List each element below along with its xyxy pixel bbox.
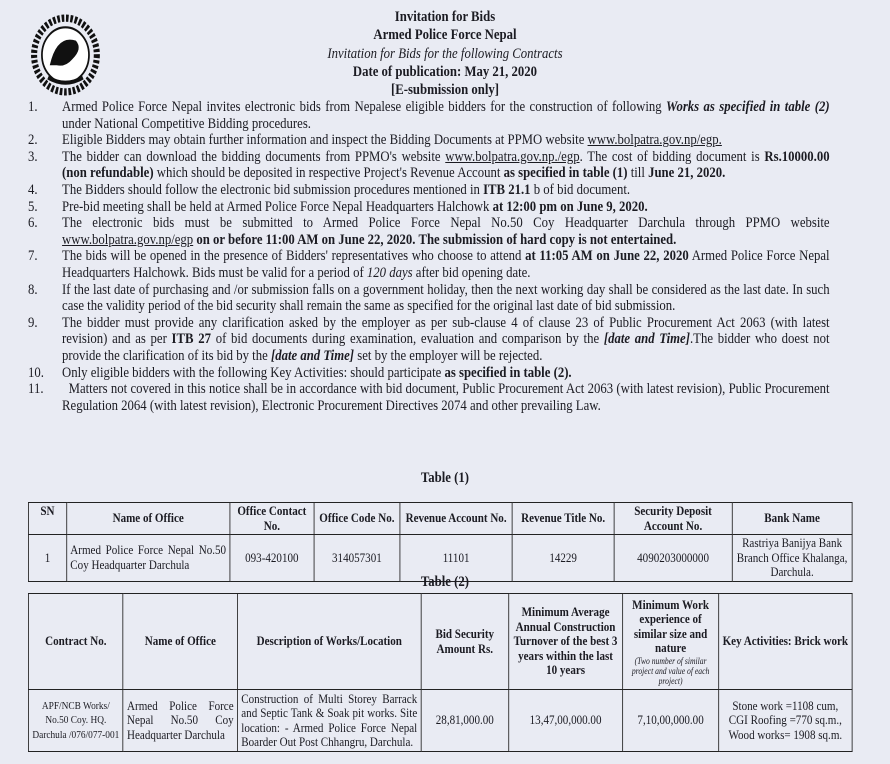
- clause-4: [0, 182, 830, 199]
- clause-text: The bidder can download the bidding documents from PPMO's website www.bolpatra.gov.np./egp. The cost of bidding document is Rs.10000.00 (non refundable) which should be deposited in respective Project's Revenue Account as specified in table (1) till June 21, 2020.: [62, 148, 830, 182]
- clause-text: The electronic bids must be submitted to Armed Police Force Nepal No.50 Coy Headquarter Darchula through PPMO website www.bolpatra.gov.np/egp on or before 11:00 AM on June 22, 2020. The submission of hard copy is not entertained.: [62, 215, 830, 248]
- clause-number: 7.: [28, 248, 38, 265]
- table2-header-cell: Description of Works/Location: [237, 594, 421, 690]
- table2-cell: Stone work =1108 cum, CGI Roofing =770 sq.m., Wood works= 1908 sq.m.: [719, 690, 853, 752]
- table1-header-cell: Security Deposit Account No.: [614, 503, 732, 535]
- clause-number: 6.: [28, 215, 38, 232]
- table2-cell: 7,10,00,000.00: [623, 690, 719, 752]
- table1-cell: 314057301: [314, 535, 400, 582]
- clause-5: [0, 199, 830, 216]
- clause-number: 5.: [28, 198, 38, 215]
- table1-cell: 1: [28, 535, 66, 582]
- clause-8: [0, 282, 830, 315]
- contract-table: [28, 593, 853, 752]
- table2-cell: Armed Police Force Nepal No.50 Coy Headquarter Darchula: [123, 690, 237, 752]
- clause-3: [0, 149, 830, 182]
- table1-header-cell: Name of Office: [66, 503, 229, 535]
- work-experience-note: (Two number of similar project and value of each project): [631, 655, 710, 686]
- notice-subtitle: Invitation for Bids for the following Contracts: [327, 46, 563, 62]
- table1-header-cell: SN: [28, 503, 66, 535]
- table1-header-cell: Bank Name: [732, 503, 852, 535]
- clause-11: [0, 381, 830, 414]
- table2-header-cell: Minimum Average Annual Construction Turnover of the best 3 years within the last 10 years: [508, 594, 622, 690]
- table2-header-cell: Contract No.: [28, 594, 123, 690]
- table1-cell: 093-420100: [230, 535, 314, 582]
- table1-cell: 11101: [400, 535, 512, 582]
- table2-cell: APF/NCB Works/ No.50 Coy. HQ. Darchula /076/077-001: [28, 690, 123, 752]
- table2-header-cell: Name of Office: [123, 594, 237, 690]
- clause-text: Armed Police Force Nepal invites electronic bids from Nepalese eligible bidders for the construction of following Works as specified in table (2) under National Competitive Bidding procedures.: [62, 99, 830, 132]
- clause-text: Matters not covered in this notice shall be in accordance with bid document, Public Procurement Act 2063 (with latest revision), Public Procurement Regulation 2064 (with latest revision), Electronic Procurement Directives 2074 and other prevailing Law.: [62, 381, 830, 414]
- notice-title: Invitation for Bids: [394, 9, 496, 25]
- clause-text: The bidder must provide any clarification asked by the employer as per sub-clause 4 of clause 23 of Public Procurement Act 2063 (with latest revision) and as per ITB 27 of bid documents during examination, evaluation and comparison by the [date and Time].The bidder who doest not provide the clarification of its bid by the [date and Time] set by the employer will be rejected.: [62, 314, 830, 364]
- table2-caption: Table (2): [420, 574, 470, 590]
- organization-name: Armed Police Force Nepal: [373, 27, 517, 43]
- table2-cell: Construction of Multi Storey Barrack and Septic Tank & Soak pit works. Site location: - Armed Police Force Nepal Boarder Out Post Chhangru, Darchula.: [237, 690, 421, 752]
- table2-cell: 13,47,00,000.00: [508, 690, 622, 752]
- clause-text: If the last date of purchasing and /or submission falls on a government holiday, then the next working day shall be considered as the last date. In such case the validity period of the bid security shall remain the same as specified for the original last date of bid submission.: [62, 281, 830, 315]
- clause-text: Only eligible bidders with the following Key Activities: should participate as specified in table (2).: [62, 364, 572, 381]
- clause-number: 1.: [28, 99, 38, 115]
- clause-1: [0, 99, 830, 132]
- clause-9: [0, 315, 830, 365]
- clause-text: Pre-bid meeting shall be held at Armed Police Force Nepal Headquarters Halchowk at 12:00 pm on June 9, 2020.: [62, 198, 648, 215]
- table1-caption: Table (1): [420, 470, 470, 486]
- clause-number: 11.: [28, 381, 44, 398]
- clause-text: The bids will be opened in the presence of Bidders' representatives who choose to attend at 11:05 AM on June 22, 2020 Armed Police Force Nepal Headquarters Halchowk. Bids must be valid for a period of 120 days after bid opening date.: [62, 248, 830, 281]
- submission-mode: [E-submission only]: [390, 82, 500, 98]
- table2-header-cell: Minimum Work experience of similar size and nature (Two number of similar project and value of each project): [623, 594, 719, 690]
- clause-number: 9.: [28, 314, 38, 331]
- clause-number: 2.: [28, 132, 38, 149]
- clause-number: 3.: [28, 148, 38, 165]
- table1-cell: 14229: [512, 535, 614, 582]
- table1-header-cell: Office Code No.: [314, 503, 400, 535]
- table1-cell: Rastriya Banijya Bank Branch Office Khalanga, Darchula.: [732, 535, 852, 582]
- notice-clauses: [0, 99, 890, 414]
- clause-6: [0, 215, 830, 248]
- clause-7: [0, 248, 830, 281]
- publication-date: Date of publication: May 21, 2020: [352, 64, 538, 80]
- clause-10: [0, 365, 830, 382]
- table1-header-cell: Revenue Account No.: [400, 503, 512, 535]
- table1-cell: Armed Police Force Nepal No.50 Coy Headquarter Darchula: [66, 535, 229, 582]
- clause-number: 10.: [28, 364, 44, 381]
- table1-cell: 4090203000000: [614, 535, 732, 582]
- clause-text: Eligible Bidders may obtain further information and inspect the Bidding Documents at PPMO website www.bolpatra.gov.np/egp.: [62, 132, 722, 149]
- table2-header-cell: Key Activities: Brick work: [719, 594, 853, 690]
- table1-header-cell: Revenue Title No.: [512, 503, 614, 535]
- clause-text: The Bidders should follow the electronic bid submission procedures mentioned in ITB 21.1 b of bid document.: [62, 181, 631, 198]
- clause-number: 4.: [28, 181, 38, 198]
- table2-header-cell: Bid Security Amount Rs.: [421, 594, 508, 690]
- clause-number: 8.: [28, 281, 38, 298]
- revenue-account-table: [28, 502, 853, 582]
- clause-2: [0, 132, 830, 149]
- table2-cell: 28,81,000.00: [421, 690, 508, 752]
- table1-header-cell: Office Contact No.: [230, 503, 314, 535]
